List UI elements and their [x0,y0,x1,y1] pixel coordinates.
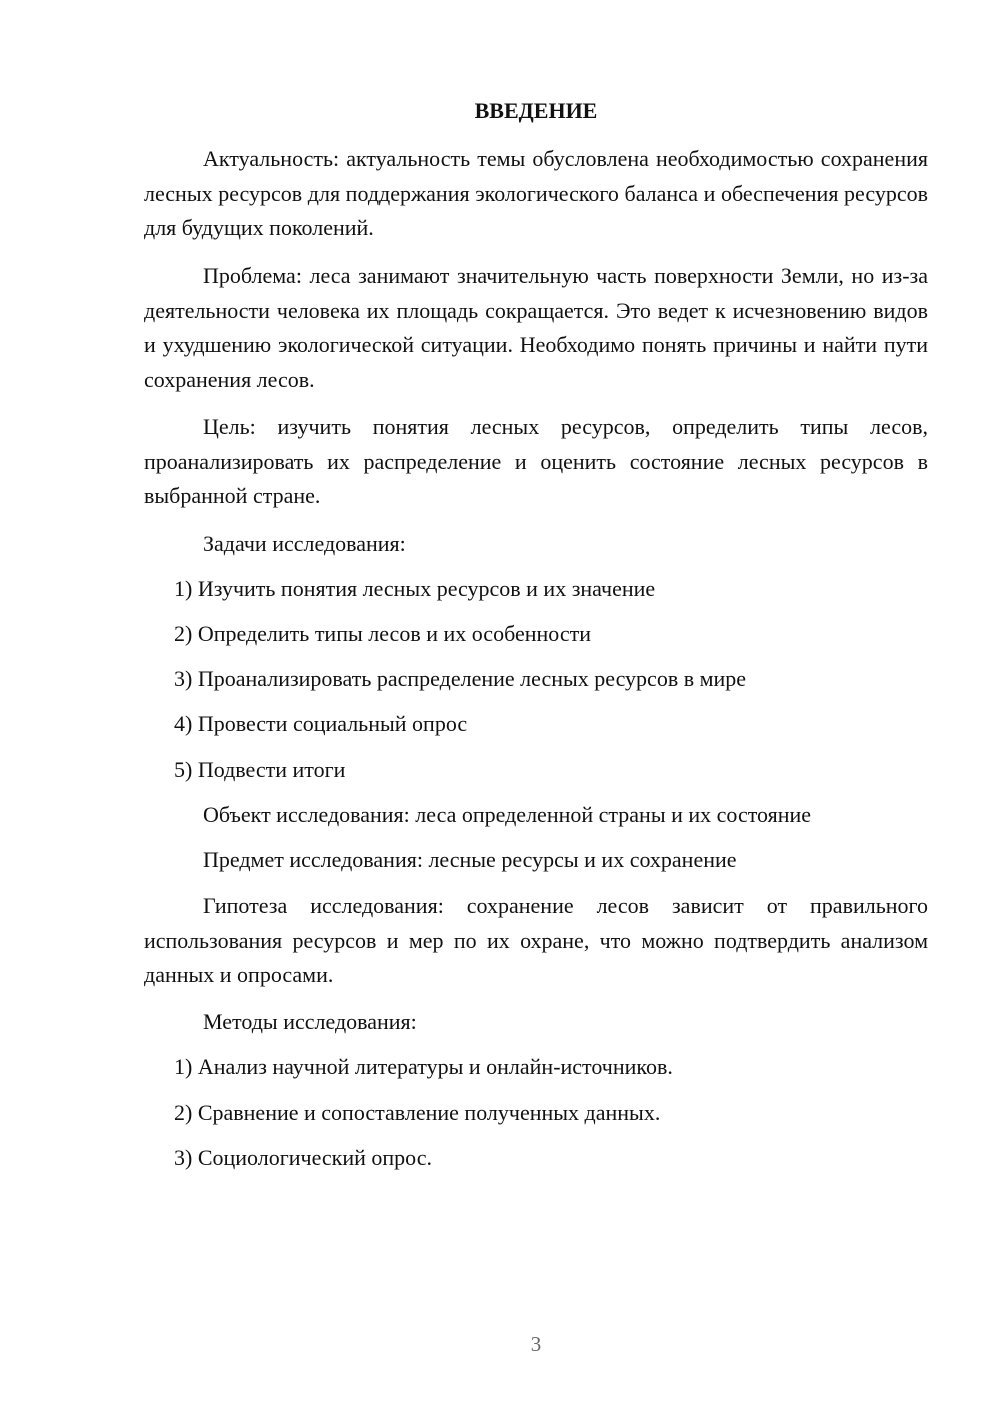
object-block [144,798,928,833]
task-item [144,572,928,607]
research-subject: Предмет исследования: лесные ресурсы и их сохранение [203,847,737,872]
method-item [144,1096,928,1131]
subject-block [144,843,928,878]
task-item-4: 4) Провести социальный опрос [174,711,468,736]
task-item-3: 3) Проанализировать распределение лесных ресурсов в мире [174,666,747,691]
hypothesis-paragraph [144,889,928,993]
relevance-paragraph [144,142,928,246]
task-item [144,617,928,652]
page-number: 3 [530,1332,542,1356]
task-item [144,662,928,697]
task-item-2: 2) Определить типы лесов и их особенности [174,621,591,646]
task-item [144,753,928,788]
method-item [144,1050,928,1085]
problem-text: Проблема: леса занимают значительную часть поверхности Земли, но из-за деятельности человека их площадь сокращается. Это ведет к исчезновению видов и ухудшению экологической ситуации. Необходимо понять причины и найти пути сохранения лесов. [144,263,928,392]
goal-text: Цель: изучить понятия лесных ресурсов, определить типы лесов, проанализировать их распределение и оценить состояние лесных ресурсов в выбранной стране. [144,414,928,508]
method-item-3: 3) Социологический опрос. [174,1145,432,1170]
methods-heading-block [144,1005,928,1040]
method-item-1: 1) Анализ научной литературы и онлайн-источников. [174,1054,673,1079]
tasks-heading-block [144,527,928,562]
method-item [144,1141,928,1176]
method-item-2: 2) Сравнение и сопоставление полученных данных. [174,1100,661,1125]
problem-paragraph [144,259,928,397]
tasks-heading: Задачи исследования: [203,531,406,556]
research-object: Объект исследования: леса определенной страны и их состояние [203,802,812,827]
goal-paragraph [144,410,928,514]
hypothesis-text: Гипотеза исследования: сохранение лесов зависит от правильного использования ресурсов и мер по их охране, что можно подтвердить анализом данных и опросами. [144,893,928,987]
relevance-text: Актуальность: актуальность темы обусловлена необходимостью сохранения лесных ресурсов для поддержания экологического баланса и обеспечения ресурсов для будущих поколений. [144,146,928,240]
page-title: ВВЕДЕНИЕ [474,98,598,123]
task-item [144,707,928,742]
methods-heading: Методы исследования: [203,1009,417,1034]
task-item-5: 5) Подвести итоги [174,757,346,782]
task-item-1: 1) Изучить понятия лесных ресурсов и их значение [174,576,656,601]
